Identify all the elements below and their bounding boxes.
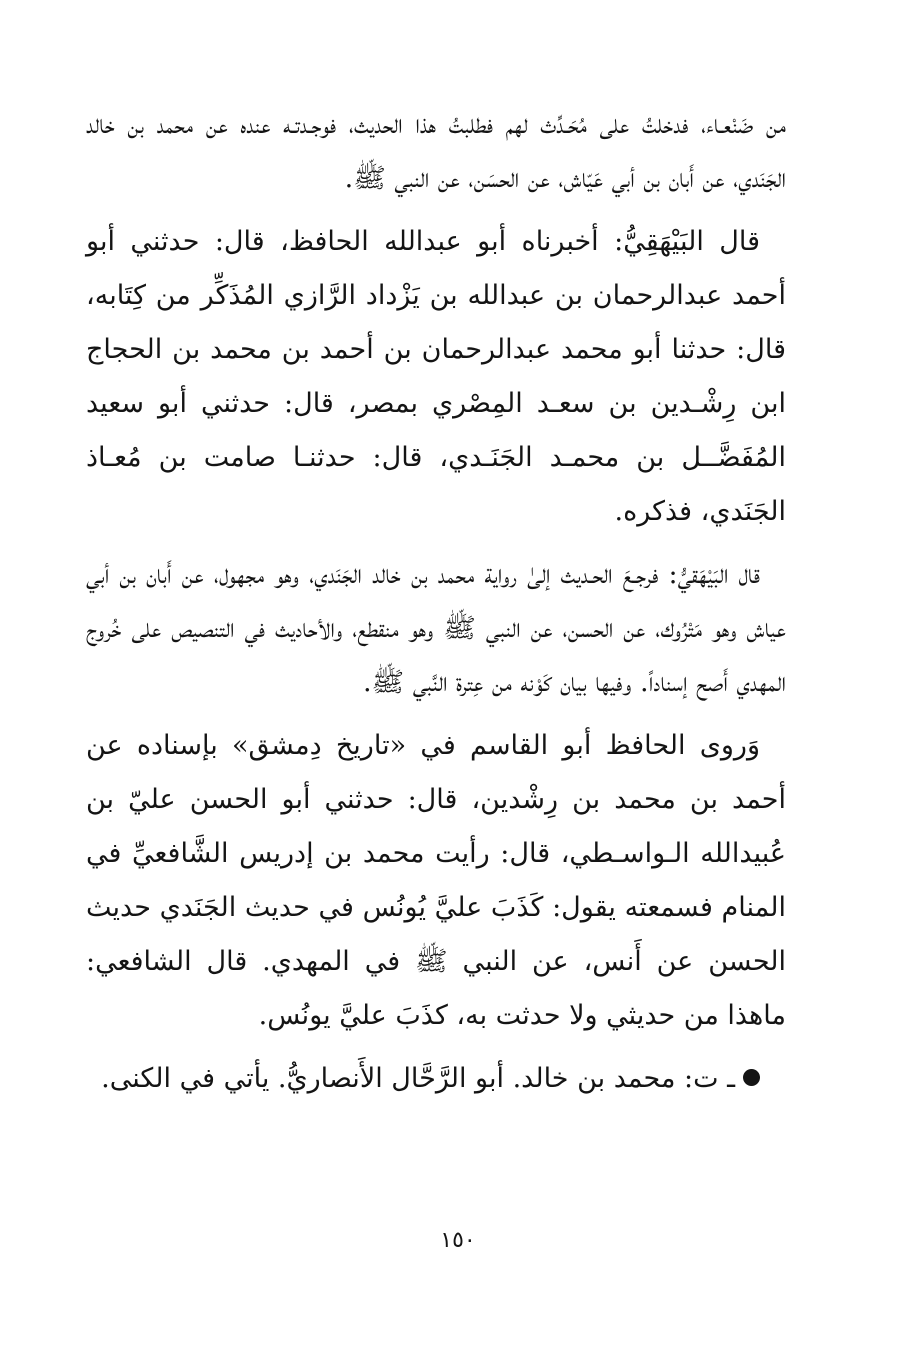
page-body xyxy=(86,98,786,1115)
paragraph-1: من ضَنْعـاء، فدخلتُ على مُحَـدِّث لهم فطلبتُ هذا الحديث، فوجـدتـه عنده عن محمد بن خالد الجَنَدي، عن أَبان بن أبي عَيّاش، عن الحسَن، عن النبي ﷺ. xyxy=(86,109,786,194)
paragraph-3: قال البَيْهَقيُّ: فرجـعَ الحـديث إلىٰ رواية محمد بن خالد الجَنَدي، وهو مجهول، عن أَبان بن أبي عياش وهو مَتْرُوك، عن الحسن، عن النبي ﷺ وهو منقطع، والأحاديث في التنصيص على خُروج المهدي أَصح إسناداً. وفيها بيان كَوْنه من عِترة النَّبي ﷺ. xyxy=(86,559,786,698)
paragraph-4: وَروى الحافظ أبو القاسم في «تاريخ دِمشق» بإسناده عن أحمد بن محمد بن رِشْدين، قال: حدثني أبو الحسن عليّ بن عُبيدالله الـواسـطي، قال: رأيت محمد بن إدريس الشَّافعيِّ في المنام فسمعته يقول: كَذَبَ عليَّ يُونُس في حديث الجَنَدي حديث الحسن عن أَنس، عن النبي ﷺ في المهدي. قال الشافعي: ماهذا من حديثي ولا حدثت به، كذَبَ عليَّ يونُس. xyxy=(86,730,786,1031)
paragraph-5 xyxy=(86,1052,786,1106)
paragraph-5-text: ـ ت: محمد بن خالد. أبو الرَّحَّال الأَنصاريُّ. يأتي في الكنى. xyxy=(101,1063,735,1094)
bullet-dot-icon xyxy=(743,1069,760,1086)
paragraph-2: قال البَيْهَقِيُّ: أخبرناه أبو عبدالله الحافظ، قال: حدثني أبو أحمد عبدالرحمان بن عبدالله بن يَزْداد الرَّازي المُذَكِّر من كِتَابه، قال: حدثنا أبو محمد عبدالرحمان بن أحمد بن محمد بن الحجاج ابن رِشْـدين بن سعـد المِصْري بمصر، قال: حدثني أبو سعيد المُفَضَّــل بن محمـد الجَنَـدي، قال: حدثنـا صامت بن مُعـاذ الجَنَدي، فذكره. xyxy=(86,226,786,527)
page-number: ١٥٠ xyxy=(440,1228,476,1253)
